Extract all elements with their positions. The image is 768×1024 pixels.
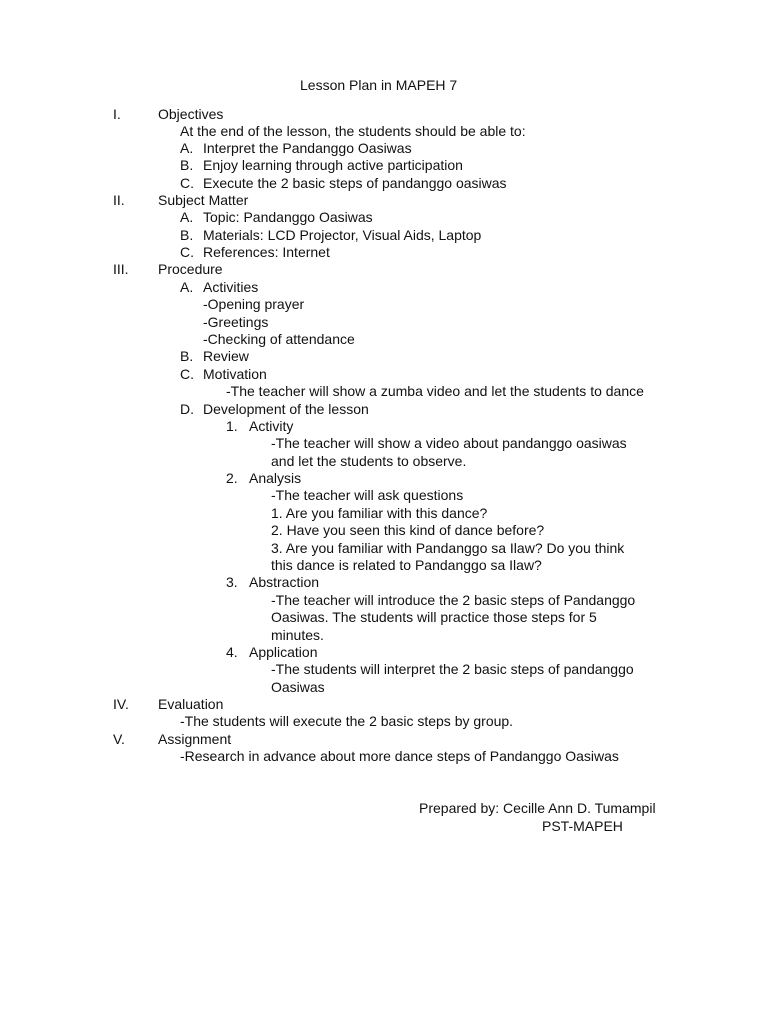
step-line: minutes. xyxy=(271,627,324,643)
section-numeral-objectives: I. xyxy=(113,106,121,122)
step-number: 1. xyxy=(226,418,238,434)
evaluation-detail: -The students will execute the 2 basic steps by group. xyxy=(180,713,514,729)
objective-letter: B. xyxy=(180,157,194,173)
page-title: Lesson Plan in MAPEH 7 xyxy=(300,77,458,93)
step-line: -The teacher will show a video about pandanggo oasiwas xyxy=(271,435,627,451)
step-line: -The students will interpret the 2 basic steps of pandanggo xyxy=(271,661,634,677)
objective-letter: C. xyxy=(180,175,194,191)
subject-letter: B. xyxy=(180,227,194,243)
step-line: 2. Have you seen this kind of dance before? xyxy=(271,522,545,538)
section-heading-assignment: Assignment xyxy=(158,731,232,747)
section-numeral-assignment: V. xyxy=(113,731,125,747)
section-heading-objectives: Objectives xyxy=(158,106,224,122)
objective-text: Interpret the Pandanggo Oasiwas xyxy=(203,140,412,156)
section-heading-procedure: Procedure xyxy=(158,261,223,277)
procedure-letter: A. xyxy=(180,279,194,295)
step-line: and let the students to observe. xyxy=(271,453,467,469)
motivation-detail: -The teacher will show a zumba video and let the students to dance xyxy=(226,383,644,399)
procedure-letter: C. xyxy=(180,366,194,382)
assignment-detail: -Research in advance about more dance steps of Pandanggo Oasiwas xyxy=(180,748,619,764)
section-heading-evaluation: Evaluation xyxy=(158,696,224,712)
preparer-role: PST-MAPEH xyxy=(542,818,623,834)
step-line: Oasiwas xyxy=(271,679,325,695)
objective-text: Execute the 2 basic steps of pandanggo oasiwas xyxy=(203,175,507,191)
step-line: this dance is related to Pandanggo sa Ilaw? xyxy=(271,557,542,573)
prepared-by: Prepared by: Cecille Ann D. Tumampil xyxy=(419,800,656,816)
activity-sub-item: -Checking of attendance xyxy=(203,331,355,347)
step-line: 3. Are you familiar with Pandanggo sa Ilaw? Do you think xyxy=(271,540,625,556)
step-label: Activity xyxy=(249,418,294,434)
section-numeral-evaluation: IV. xyxy=(113,696,129,712)
step-label: Analysis xyxy=(249,470,302,486)
objective-text: Enjoy learning through active participation xyxy=(203,157,463,173)
procedure-development: Development of the lesson xyxy=(203,401,369,417)
activity-sub-item: -Greetings xyxy=(203,314,269,330)
procedure-motivation: Motivation xyxy=(203,366,267,382)
step-number: 2. xyxy=(226,470,238,486)
step-line: -The teacher will ask questions xyxy=(271,487,464,503)
step-line: Oasiwas. The students will practice those steps for 5 xyxy=(271,609,597,625)
subject-letter: A. xyxy=(180,209,194,225)
objective-letter: A. xyxy=(180,140,194,156)
subject-text: Materials: LCD Projector, Visual Aids, Laptop xyxy=(203,227,482,243)
step-line: -The teacher will introduce the 2 basic steps of Pandanggo xyxy=(271,592,636,608)
objectives-intro: At the end of the lesson, the students should be able to: xyxy=(180,123,526,139)
step-label: Application xyxy=(249,644,318,660)
activity-sub-item: -Opening prayer xyxy=(203,296,305,312)
subject-text: References: Internet xyxy=(203,244,330,260)
section-numeral-procedure: III. xyxy=(113,261,129,277)
procedure-review: Review xyxy=(203,348,249,364)
procedure-letter: D. xyxy=(180,401,194,417)
section-numeral-subject-matter: II. xyxy=(113,192,125,208)
step-line: 1. Are you familiar with this dance? xyxy=(271,505,488,521)
subject-letter: C. xyxy=(180,244,194,260)
step-number: 3. xyxy=(226,574,238,590)
procedure-activities: Activities xyxy=(203,279,259,295)
section-heading-subject-matter: Subject Matter xyxy=(158,192,249,208)
procedure-letter: B. xyxy=(180,348,194,364)
subject-text: Topic: Pandanggo Oasiwas xyxy=(203,209,373,225)
step-label: Abstraction xyxy=(249,574,320,590)
step-number: 4. xyxy=(226,644,238,660)
